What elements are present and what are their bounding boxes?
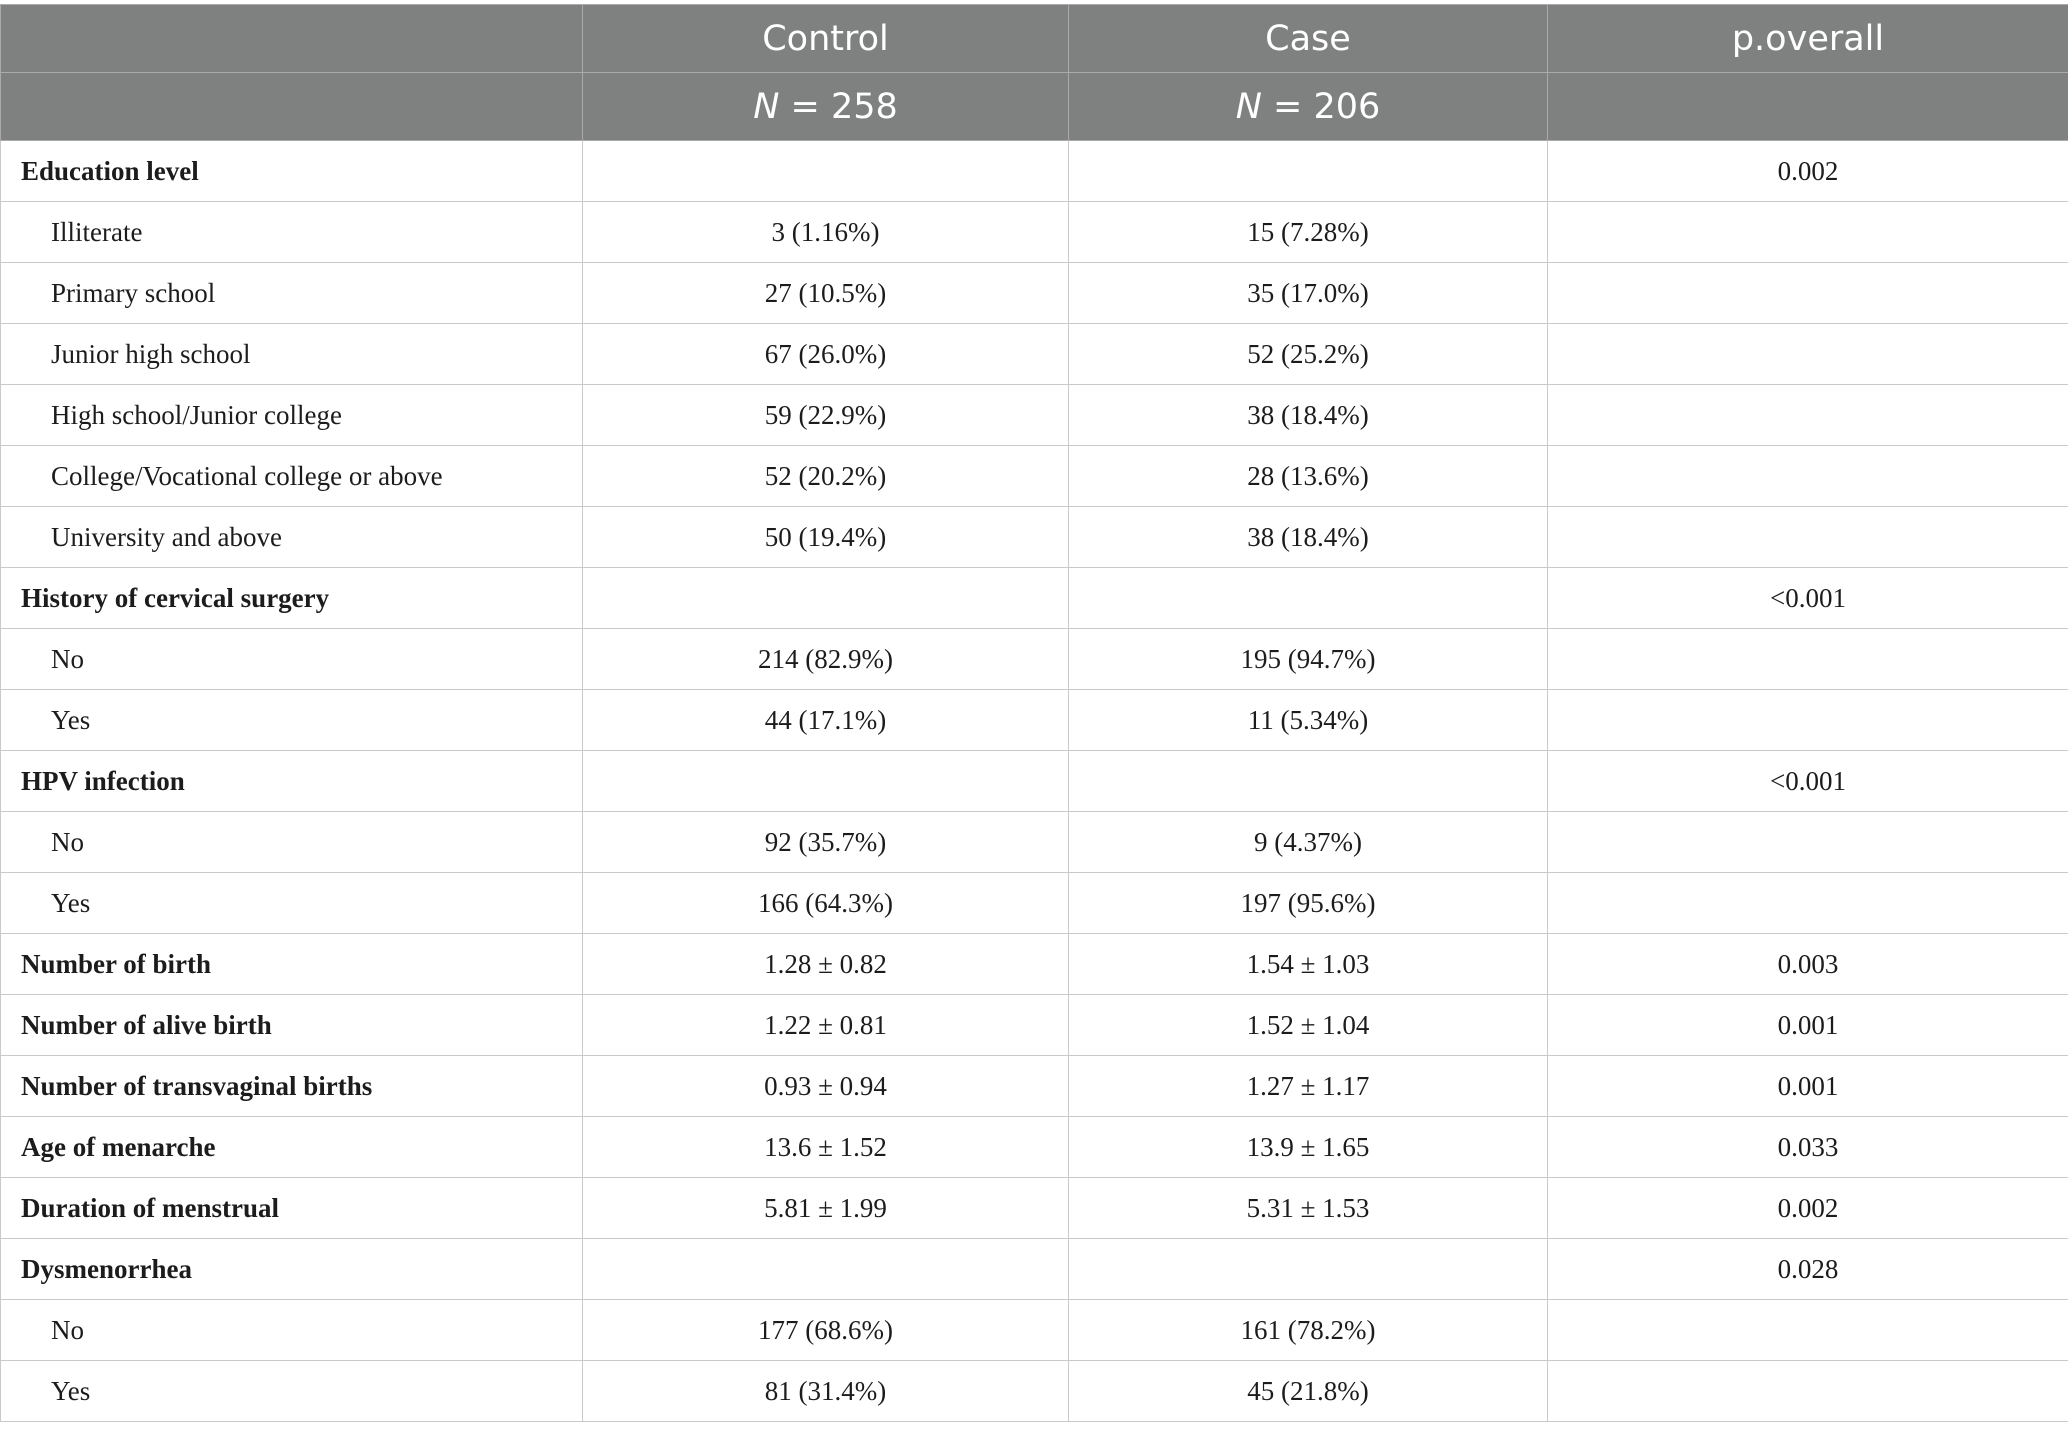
case-value [1069,751,1548,812]
p-value: 0.001 [1548,995,2068,1056]
control-value: 1.28 ± 0.82 [583,934,1069,995]
table-row [1,324,2068,385]
table-row [1,1178,2068,1239]
header-row-1 [1,5,2068,73]
header-p-overall: p.overall [1548,5,2068,73]
p-value [1548,1361,2068,1422]
n-symbol: N [1235,86,1262,127]
table-row [1,1300,2068,1361]
control-n-value: = 258 [779,86,898,127]
p-value: <0.001 [1548,568,2068,629]
control-value: 52 (20.2%) [583,446,1069,507]
row-label: Education level [1,141,583,202]
case-value: 38 (18.4%) [1069,385,1548,446]
row-label: No [1,812,583,873]
p-value [1548,202,2068,263]
characteristics-table [0,4,2068,1422]
row-label: HPV infection [1,751,583,812]
header-case-n [1069,73,1548,141]
table-row [1,629,2068,690]
table-row [1,1056,2068,1117]
table-row [1,690,2068,751]
case-value: 1.27 ± 1.17 [1069,1056,1548,1117]
case-n-value: = 206 [1261,86,1381,127]
p-value: 0.028 [1548,1239,2068,1300]
case-value: 195 (94.7%) [1069,629,1548,690]
row-label: History of cervical surgery [1,568,583,629]
case-value: 9 (4.37%) [1069,812,1548,873]
row-label: Primary school [1,263,583,324]
table-row [1,446,2068,507]
header-control-n [583,73,1069,141]
case-value [1069,568,1548,629]
p-value: 0.002 [1548,1178,2068,1239]
control-value: 59 (22.9%) [583,385,1069,446]
case-value: 28 (13.6%) [1069,446,1548,507]
case-value: 5.31 ± 1.53 [1069,1178,1548,1239]
case-value: 197 (95.6%) [1069,873,1548,934]
control-value: 3 (1.16%) [583,202,1069,263]
table-body [1,141,2068,1422]
control-value [583,568,1069,629]
p-value [1548,507,2068,568]
table-row [1,507,2068,568]
control-value: 50 (19.4%) [583,507,1069,568]
control-value: 81 (31.4%) [583,1361,1069,1422]
row-label: University and above [1,507,583,568]
control-value: 1.22 ± 0.81 [583,995,1069,1056]
p-value [1548,873,2068,934]
control-value [583,751,1069,812]
row-label: Yes [1,873,583,934]
case-value: 35 (17.0%) [1069,263,1548,324]
case-value: 13.9 ± 1.65 [1069,1117,1548,1178]
control-value: 5.81 ± 1.99 [583,1178,1069,1239]
p-value: 0.001 [1548,1056,2068,1117]
p-value [1548,690,2068,751]
table-row [1,995,2068,1056]
table-row [1,1239,2068,1300]
table-row [1,1117,2068,1178]
table-row [1,568,2068,629]
case-value: 11 (5.34%) [1069,690,1548,751]
control-value [583,141,1069,202]
header-case: Case [1069,5,1548,73]
control-value: 13.6 ± 1.52 [583,1117,1069,1178]
table-row [1,751,2068,812]
control-value: 177 (68.6%) [583,1300,1069,1361]
table-row [1,812,2068,873]
p-value [1548,324,2068,385]
header-cell-empty [1,5,583,73]
table-container [0,4,2068,1422]
p-value [1548,385,2068,446]
control-value: 67 (26.0%) [583,324,1069,385]
table-row [1,202,2068,263]
header-control: Control [583,5,1069,73]
control-value: 92 (35.7%) [583,812,1069,873]
row-label: Age of menarche [1,1117,583,1178]
p-value [1548,446,2068,507]
case-value: 15 (7.28%) [1069,202,1548,263]
p-value [1548,1300,2068,1361]
control-value: 214 (82.9%) [583,629,1069,690]
table-row [1,385,2068,446]
row-label: Number of birth [1,934,583,995]
control-value: 44 (17.1%) [583,690,1069,751]
table-header [1,5,2068,141]
row-label: Dysmenorrhea [1,1239,583,1300]
p-value: 0.002 [1548,141,2068,202]
header-cell-empty-2 [1,73,583,141]
p-value [1548,263,2068,324]
case-value: 45 (21.8%) [1069,1361,1548,1422]
p-value: 0.003 [1548,934,2068,995]
row-label: Yes [1,690,583,751]
case-value: 1.52 ± 1.04 [1069,995,1548,1056]
row-label: No [1,1300,583,1361]
case-value: 38 (18.4%) [1069,507,1548,568]
p-value: <0.001 [1548,751,2068,812]
table-row [1,934,2068,995]
row-label: Yes [1,1361,583,1422]
row-label: Duration of menstrual [1,1178,583,1239]
case-value: 161 (78.2%) [1069,1300,1548,1361]
case-value: 52 (25.2%) [1069,324,1548,385]
row-label: Illiterate [1,202,583,263]
case-value: 1.54 ± 1.03 [1069,934,1548,995]
row-label: No [1,629,583,690]
control-value: 166 (64.3%) [583,873,1069,934]
row-label: College/Vocational college or above [1,446,583,507]
control-value: 27 (10.5%) [583,263,1069,324]
control-value: 0.93 ± 0.94 [583,1056,1069,1117]
table-row [1,141,2068,202]
n-symbol: N [753,86,780,127]
p-value: 0.033 [1548,1117,2068,1178]
case-value [1069,1239,1548,1300]
p-value [1548,629,2068,690]
table-row [1,1361,2068,1422]
header-row-2 [1,73,2068,141]
row-label: Number of alive birth [1,995,583,1056]
table-row [1,873,2068,934]
row-label: High school/Junior college [1,385,583,446]
case-value [1069,141,1548,202]
header-cell-empty-3 [1548,73,2068,141]
row-label: Number of transvaginal births [1,1056,583,1117]
p-value [1548,812,2068,873]
control-value [583,1239,1069,1300]
row-label: Junior high school [1,324,583,385]
table-row [1,263,2068,324]
